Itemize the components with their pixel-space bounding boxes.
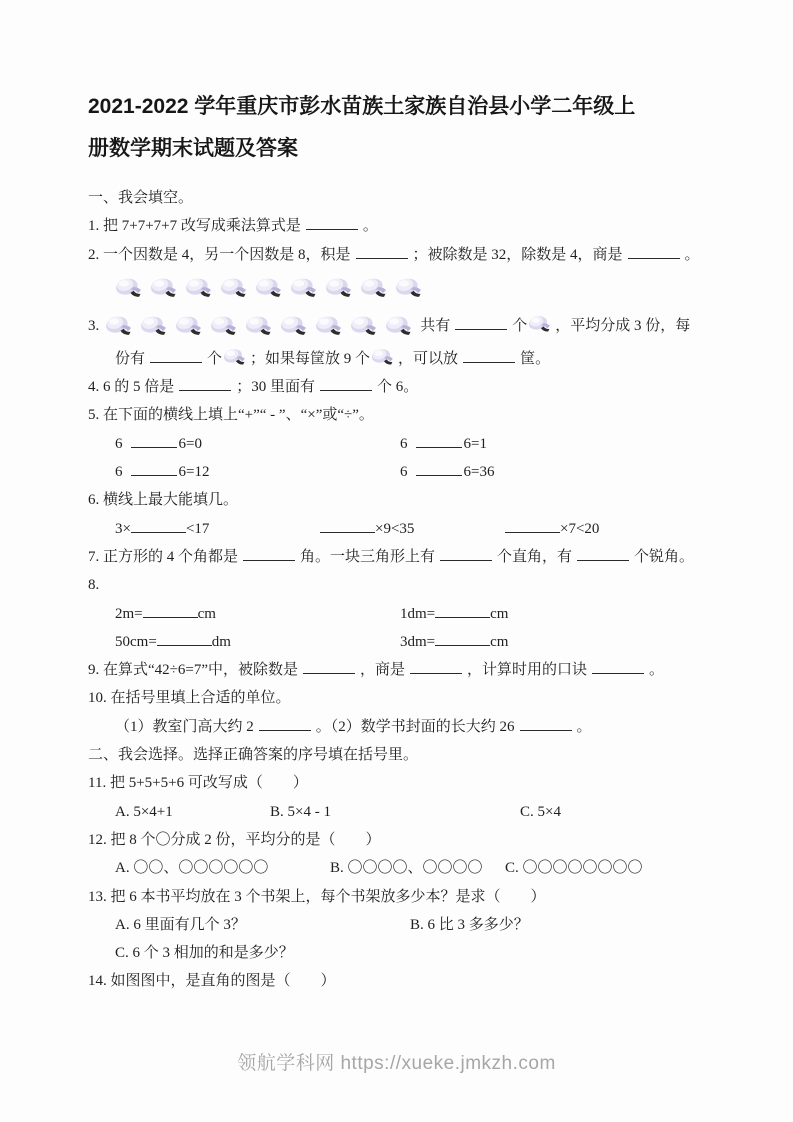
equation-text: 6=0 (178, 435, 202, 452)
answer-blank (410, 659, 462, 674)
equation-text: 6=12 (178, 464, 210, 481)
option-c: C. 6 个 3 相加的和是多少？ (115, 945, 294, 962)
unit-conversion (400, 628, 508, 656)
shuttlecock-icon (280, 314, 311, 339)
question-3-text: 份有 (115, 350, 146, 367)
question-13 (88, 883, 713, 911)
question-5-equations-row-2 (88, 458, 713, 486)
answer-blank (131, 461, 177, 476)
question-9-text: ，计算时用的口诀 (467, 662, 588, 679)
question-14-stem: 14. 如图图中，是直角的图是（ ） (88, 973, 336, 990)
shuttlecock-icon (105, 314, 136, 339)
equation (115, 458, 400, 486)
question-3-text: ，可以放 (398, 350, 459, 367)
equation-text: ×9<35 (375, 520, 415, 537)
answer-blank (243, 546, 295, 561)
question-10-subitems (88, 713, 713, 741)
section-2-heading-text: 二、我会选择。选择正确答案的序号填在括号里。 (88, 747, 419, 764)
equation-text: 6=36 (463, 464, 495, 481)
shuttlecock-icon (175, 314, 206, 339)
equation-text: 3× (115, 520, 131, 537)
question-7-text: 角。一块三角形上有 (300, 548, 436, 565)
question-13-options-ab (88, 911, 713, 939)
unit-text: 3dm= (400, 633, 436, 650)
shuttlecock-icon (350, 314, 381, 339)
question-2-text-mid: ；被除数是 32，除数是 4，商是 (412, 246, 623, 263)
answer-blank (131, 518, 186, 533)
question-12 (88, 826, 713, 854)
answer-blank (157, 631, 212, 646)
shuttlecock-icon (528, 314, 554, 335)
answer-blank (150, 348, 202, 363)
section-2-heading (88, 741, 713, 769)
question-7-text: 个锐角。 (634, 548, 695, 565)
question-3-continued (88, 345, 713, 373)
question-10-text: （1）教室门高大约 2 (115, 718, 254, 735)
question-9 (88, 656, 713, 684)
question-6 (88, 486, 713, 514)
question-5-equations-row-1 (88, 430, 713, 458)
question-11 (88, 769, 713, 797)
question-8-number: 8. (88, 577, 100, 594)
question-4-text: 4. 6 的 5 倍是 (88, 379, 175, 396)
question-3-text: ，平均分成 3 份，每 (555, 317, 691, 334)
equation (400, 430, 487, 458)
shuttlecock-icon (223, 347, 249, 368)
shuttlecock-icon (150, 276, 181, 301)
section-1-heading (88, 184, 713, 212)
shuttlecock-icon (245, 314, 276, 339)
option-a: A. 6 里面有几个 3？ (115, 916, 246, 933)
question-3-number: 3. (88, 317, 100, 334)
footer-watermark-text: 领航学科网 https://xueke.jmkzh.com (237, 1053, 556, 1074)
unit-text: cm (197, 605, 216, 622)
shuttlecock-icon (385, 314, 416, 339)
unit-text: 1dm= (400, 605, 436, 622)
question-3-text: 个 (512, 317, 528, 334)
shuttlecock-icon (290, 276, 321, 301)
question-1 (88, 212, 713, 240)
equation-text: ×7<20 (560, 520, 600, 537)
question-14 (88, 967, 713, 995)
shuttlecock-icon (255, 276, 286, 301)
question-9-text: ，商是 (360, 662, 406, 679)
answer-blank (131, 433, 177, 448)
answer-blank (306, 215, 358, 230)
question-4-text-mid: ；30 里面有 (236, 379, 316, 396)
answer-blank (416, 461, 462, 476)
question-3-text: 筐。 (520, 350, 551, 367)
answer-blank (435, 603, 490, 618)
question-3-shuttle-row-1 (88, 269, 713, 307)
question-13-stem: 13. 把 6 本书平均放在 3 个书架上，每个书架放多少本？是求（ ） (88, 888, 546, 905)
shuttlecock-icon (371, 347, 397, 368)
question-12-stem: 12. 把 8 个〇分成 2 份，平均分的是（ ） (88, 831, 381, 848)
unit-text: dm (211, 633, 231, 650)
answer-blank (356, 244, 408, 259)
answer-blank (592, 659, 644, 674)
question-8 (88, 571, 713, 599)
answer-blank (440, 546, 492, 561)
answer-blank (179, 376, 231, 391)
question-7-text: 7. 正方形的 4 个角都是 (88, 548, 239, 565)
question-6-stem: 6. 横线上最大能填几。 (88, 492, 239, 509)
exam-title-line1: 2021-2022 学年重庆市彭水苗族土家族自治县小学二年级上 (88, 95, 636, 118)
answer-blank (577, 546, 629, 561)
answer-blank (455, 315, 507, 330)
unit-text: 50cm= (115, 633, 157, 650)
question-4-text-end: 个 6。 (377, 379, 419, 396)
unit-text: cm (490, 605, 509, 622)
question-5 (88, 401, 713, 429)
option-b: B. 〇〇〇〇、〇〇〇〇 (330, 860, 483, 877)
question-7 (88, 543, 713, 571)
unit-conversion (400, 600, 508, 628)
equation-text: 6 (400, 464, 408, 481)
option-c: C. 5×4 (520, 803, 561, 820)
question-9-text: 9. 在算式“42÷6=7”中，被除数是 (88, 662, 299, 679)
option-b: B. 6 比 3 多多少？ (410, 916, 529, 933)
exam-title (88, 86, 713, 170)
equation (505, 515, 599, 543)
equation-text: 6 (400, 435, 408, 452)
answer-blank (416, 433, 462, 448)
question-2-text-end: 。 (684, 246, 700, 263)
question-8-units-row-2 (88, 628, 713, 656)
answer-blank (259, 716, 311, 731)
question-2-text: 2. 一个因数是 4，另一个因数是 8，积是 (88, 246, 351, 263)
answer-blank (320, 518, 375, 533)
equation (115, 515, 320, 543)
question-5-stem: 5. 在下面的横线上填上“+”“ - ”、“×”或“÷”。 (88, 407, 374, 424)
question-13-option-c (88, 939, 713, 967)
question-11-stem: 11. 把 5+5+5+6 可改写成（ ） (88, 775, 308, 792)
option-a: A. 〇〇、〇〇〇〇〇〇 (115, 860, 269, 877)
option-c: C. 〇〇〇〇〇〇〇〇 (505, 860, 643, 877)
answer-blank (628, 244, 680, 259)
question-10-text: 。 (576, 718, 592, 735)
question-4 (88, 373, 713, 401)
shuttlecock-icon (210, 314, 241, 339)
question-12-options (88, 854, 713, 882)
question-10 (88, 684, 713, 712)
option-b: B. 5×4 - 1 (270, 803, 331, 820)
question-3 (88, 307, 713, 345)
equation (320, 515, 505, 543)
unit-conversion (115, 628, 400, 656)
question-3-text: 个 (207, 350, 223, 367)
answer-blank (320, 376, 372, 391)
answer-blank (505, 518, 560, 533)
question-10-stem: 10. 在括号里填上合适的单位。 (88, 690, 291, 707)
equation-text: 6 (115, 435, 123, 452)
shuttlecock-icon (325, 276, 356, 301)
question-11-options (88, 798, 713, 826)
shuttlecock-icon (140, 314, 171, 339)
shuttlecock-icon (220, 276, 251, 301)
answer-blank (143, 603, 198, 618)
equation (115, 430, 400, 458)
answer-blank (520, 716, 572, 731)
question-7-text: 个直角，有 (497, 548, 573, 565)
question-3-text: ；如果每筐放 9 个 (250, 350, 371, 367)
question-10-text: 。（2）数学书封面的长大约 26 (315, 718, 515, 735)
question-8-units-row-1 (88, 600, 713, 628)
equation-text: 6 (115, 464, 123, 481)
section-1-heading-text: 一、我会填空。 (88, 190, 194, 206)
question-1-text-end: 。 (362, 218, 378, 235)
unit-text: cm (490, 633, 509, 650)
answer-blank (303, 659, 355, 674)
footer-watermark (0, 1048, 793, 1075)
unit-text: 2m= (115, 605, 143, 622)
equation-text: 6=1 (463, 435, 487, 452)
question-3-text: 共有 (420, 317, 451, 334)
shuttlecock-icon (185, 276, 216, 301)
option-a: A. 5×4+1 (115, 803, 173, 820)
answer-blank (463, 348, 515, 363)
shuttlecock-icon (315, 314, 346, 339)
question-6-equations (88, 515, 713, 543)
unit-conversion (115, 600, 400, 628)
exam-title-line2: 册数学期末试题及答案 (88, 137, 298, 160)
shuttlecock-icon (395, 276, 426, 301)
question-9-text: 。 (649, 662, 665, 679)
question-1-text: 1. 把 7+7+7+7 改写成乘法算式是 (88, 218, 301, 235)
shuttlecock-icon (115, 276, 146, 301)
question-2 (88, 241, 713, 269)
shuttlecock-icon (360, 276, 391, 301)
answer-blank (435, 631, 490, 646)
equation (400, 458, 494, 486)
equation-text: <17 (185, 520, 210, 537)
